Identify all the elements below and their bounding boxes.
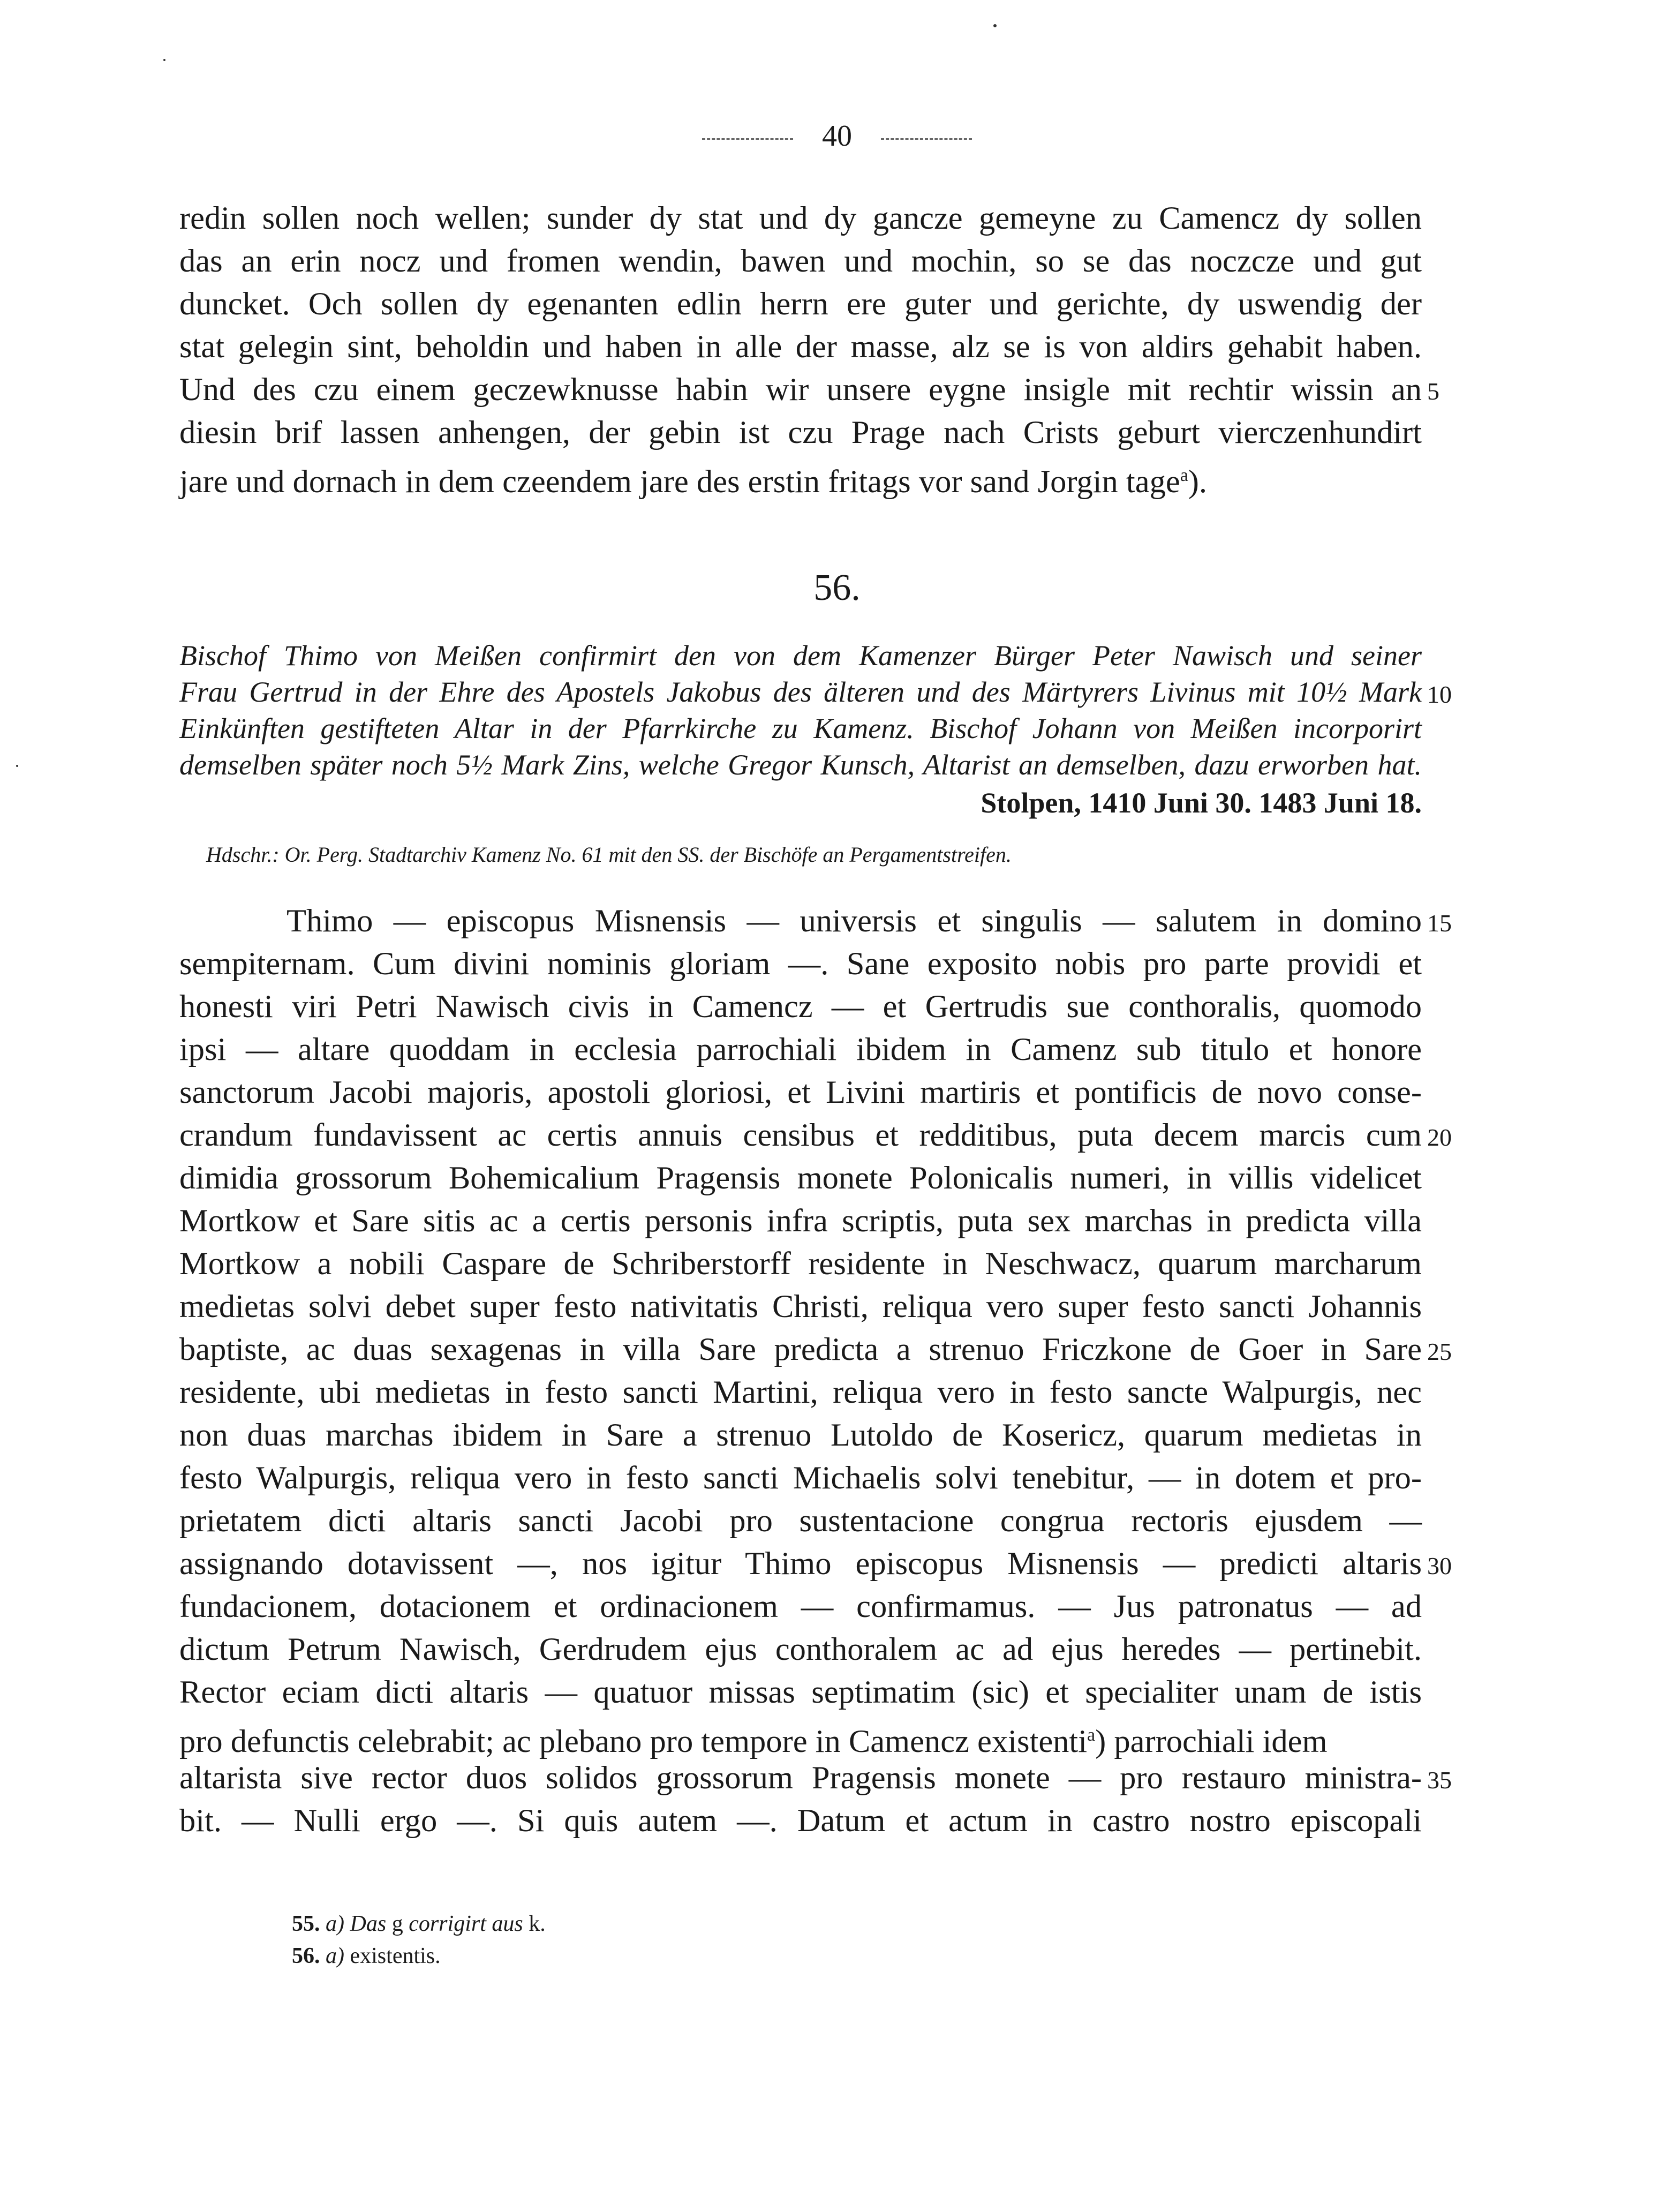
footnote-text: g [391, 1912, 403, 1936]
charter-line: fundacionem, dotacionem et ordinacionem — confirmamus. — Jus patronatus — ad [179, 1589, 1422, 1624]
regest-line: Bischof Thimo von Meißen confirmirt den von dem Kamenzer Bürger Peter Nawisch und seiner [179, 639, 1422, 672]
doc55-line: redin sollen noch wellen; sunder dy stat und dy gancze gemeyne zu Camencz dy sollen [179, 200, 1422, 236]
line-number: 15 [1427, 909, 1452, 937]
charter-line: residente, ubi medietas in festo sancti Martini, reliqua vero in festo sancte Walpurgis, nec [179, 1374, 1422, 1410]
footnote-text: k. [529, 1912, 546, 1936]
scan-speck [993, 24, 997, 27]
charter-line: festo Walpurgis, reliqua vero in festo sancti Michaelis solvi tenebitur, — in dotem et pro- [179, 1460, 1422, 1496]
charter-line: Rector eciam dicti altaris — quatuor missas septimatim (sic) et specialiter unam de istis [179, 1674, 1422, 1710]
line-number: 35 [1427, 1766, 1452, 1794]
charter-line: Mortkow a nobili Caspare de Schriberstorff residente in Neschwacz, quarum marcharum [179, 1246, 1422, 1282]
charter-line: medietas solvi debet super festo nativitatis Christi, reliqua vero super festo sancti Johannis [179, 1289, 1422, 1325]
charter-line: sanctorum Jacobi majoris, apostoli gloriosi, et Livini martiris et pontificis de novo conse- [179, 1074, 1422, 1110]
footnote-text: corrigirt aus [409, 1912, 523, 1936]
footnote-marker: a [1087, 1725, 1096, 1745]
doc55-last-line-text: jare und dornach in dem czeendem jare des erstin fritags vor sand Jorgin tage [179, 464, 1180, 500]
regest-line: Frau Gertrud in der Ehre des Apostels Jakobus des älteren und des Märtyrers Livinus mit 10½ Mark [179, 676, 1422, 708]
charter-line: dictum Petrum Nawisch, Gerdrudem ejus conthoralem ac ad ejus heredes — pertinebit. [179, 1631, 1422, 1667]
charter-line-with-note [179, 1714, 1422, 1760]
charter-line: altarista sive rector duos solidos grossorum Pragensis monete — pro restauro ministra- [179, 1760, 1422, 1796]
charter-line: honesti viri Petri Nawisch civis in Camencz — et Gertrudis sue conthoralis, quomodo [179, 989, 1422, 1025]
line-number: 30 [1427, 1552, 1452, 1579]
footnote-text: Das [350, 1912, 387, 1936]
document-number: 56. [813, 567, 861, 608]
regest-line: Einkünften gestifteten Altar in der Pfarrkirche zu Kamenz. Bischof Johann von Meißen incorporirt [179, 712, 1422, 744]
footnote-55 [292, 1911, 546, 1937]
charter-line: baptiste, ac duas sexagenas in villa Sare predicta a strenuo Friczkone de Goer in Sare [179, 1331, 1422, 1367]
doc55-line: diesin brif lassen anhengen, der gebin ist czu Prage nach Crists geburt vierczenhundirt [179, 415, 1422, 450]
date-line: Stolpen, 1410 Juni 30. 1483 Juni 18. [981, 787, 1422, 819]
footnote-marker: a [1180, 465, 1188, 485]
charter-line: Thimo — episcopus Misnensis — universis et singulis — salutem in domino [286, 903, 1422, 939]
footnote-label: a) [326, 1912, 344, 1936]
doc55-last-line-end: ). [1188, 464, 1208, 500]
page-header [0, 119, 1674, 153]
regest-line: demselben später noch 5½ Mark Zins, welche Gregor Kunsch, Altarist an demselben, dazu erworben hat. [179, 749, 1422, 781]
charter-line-rest: ) parrochiali idem [1095, 1724, 1328, 1760]
doc55-line: duncket. Och sollen dy egenanten edlin herrn ere guter und gerichte, dy uswendig der [179, 286, 1422, 322]
footnote-number: 56. [292, 1944, 320, 1968]
charter-line-text: pro defunctis celebrabit; ac plebano pro tempore in Camencz existenti [179, 1724, 1088, 1760]
charter-line: prietatem dicti altaris sancti Jacobi pro sustentacione congrua rectoris ejusdem — [179, 1503, 1422, 1539]
scan-speck [163, 59, 165, 61]
manuscript-source: Hdschr.: Or. Perg. Stadtarchiv Kamenz No. 61 mit den SS. der Bischöfe an Pergamentstreifen. [206, 842, 1012, 867]
footnote-number: 55. [292, 1912, 320, 1936]
doc55-last-line [179, 454, 1422, 500]
line-number: 25 [1427, 1338, 1452, 1365]
footnote-text: existentis. [350, 1944, 441, 1968]
header-rule-left [702, 138, 793, 140]
line-number: 5 [1427, 378, 1439, 405]
charter-line: dimidia grossorum Bohemicalium Pragensis monete Polonicalis numeri, in villis videlicet [179, 1160, 1422, 1196]
line-number: 10 [1427, 681, 1452, 708]
header-rule-right [881, 138, 972, 140]
footnote-label: a) [326, 1944, 344, 1968]
charter-line: crandum fundavissent ac certis annuis censibus et redditibus, puta decem marcis cum [179, 1117, 1422, 1153]
charter-line: sempiternam. Cum divini nominis gloriam —. Sane exposito nobis pro parte providi et [179, 946, 1422, 982]
footnote-56 [292, 1943, 441, 1969]
page-number: 40 [822, 119, 852, 153]
charter-line: non duas marchas ibidem in Sare a strenuo Lutoldo de Kosericz, quarum medietas in [179, 1417, 1422, 1453]
scan-speck [16, 765, 18, 767]
charter-line: assignando dotavissent —, nos igitur Thimo episcopus Misnensis — predicti altaris [179, 1546, 1422, 1582]
charter-line: Mortkow et Sare sitis ac a certis personis infra scriptis, puta sex marchas in predicta villa [179, 1203, 1422, 1239]
doc55-line: stat gelegin sint, beholdin und haben in alle der masse, alz se is von aldirs gehabit haben. [179, 329, 1422, 365]
doc55-line: das an erin nocz und fromen wendin, bawen und mochin, so se das noczcze und gut [179, 243, 1422, 279]
line-number: 20 [1427, 1124, 1452, 1151]
doc55-line: Und des czu einem geczewknusse habin wir unsere eygne insigle mit rechtir wissin an [179, 372, 1422, 408]
charter-line: ipsi — altare quoddam in ecclesia parrochiali ibidem in Camenz sub titulo et honore [179, 1032, 1422, 1067]
charter-line: bit. — Nulli ergo —. Si quis autem —. Datum et actum in castro nostro episcopali [179, 1803, 1422, 1839]
